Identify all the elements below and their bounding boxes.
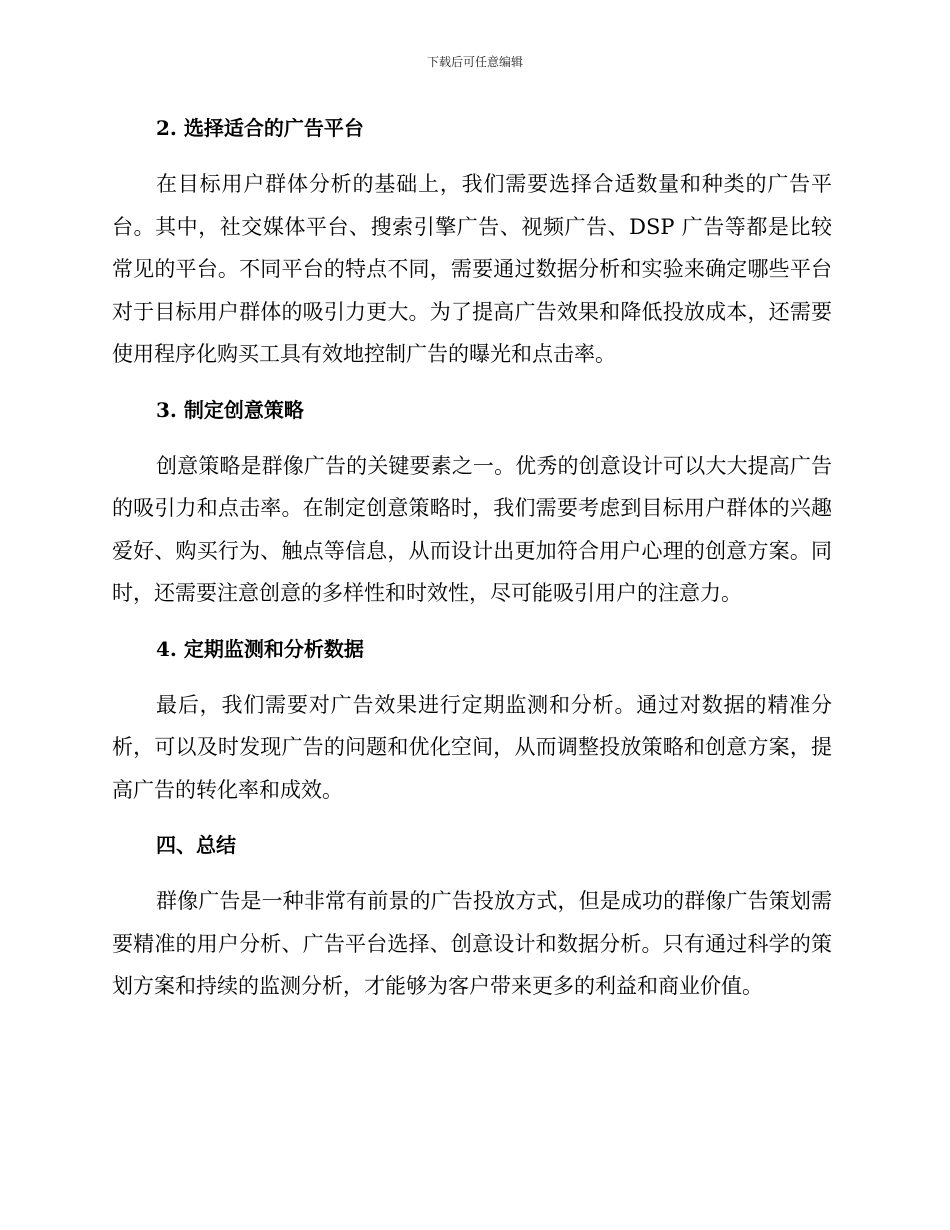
section-heading-summary: 四、总结: [156, 833, 236, 857]
section-heading-ad-platform: 2. 选择适合的广告平台: [156, 116, 364, 140]
section-heading-creative-strategy: 3. 制定创意策略: [156, 397, 304, 422]
page-header: 下载后可任意编辑: [426, 55, 523, 69]
section-heading-monitoring: 4. 定期监测和分析数据: [156, 636, 364, 661]
paragraph-monitoring: 最后，我们需要对广告效果进行定期监测和分析。通过对数据的精准分析，可以及时发现广告的问题和优化空间，从而调整投放策略和创意方案，提高广告的转化率和成效。: [112, 692, 832, 802]
paragraph-creative-strategy: 创意策略是群像广告的关键要素之一。优秀的创意设计可以大大提高广告的吸引力和点击率。在制定创意策略时，我们需要考虑到目标用户群体的兴趣爱好、购买行为、触点等信息，从而设计出更加符合用户心理的创意方案。同时，还需要注意创意的多样性和时效性，尽可能吸引用户的注意力。: [112, 453, 832, 605]
document-body: [112, 110, 832, 1008]
paragraph-ad-platform: 在目标用户群体分析的基础上，我们需要选择合适数量和种类的广告平台。其中，社交媒体平台、搜索引擎广告、视频广告、DSP 广告等都是比较常见的平台。不同平台的特点不同，需要通过数据分析和实验来确定哪些平台对于目标用户群体的吸引力更大。为了提高广告效果和降低投放成本，还需要使用程序化购买工具有效地控制广告的曝光和点击率。: [112, 172, 832, 366]
paragraph-summary: 群像广告是一种非常有前景的广告投放方式，但是成功的群像广告策划需要精准的用户分析、广告平台选择、创意设计和数据分析。只有通过科学的策划方案和持续的监测分析，才能够为客户带来更多的利益和商业价值。: [112, 889, 832, 998]
